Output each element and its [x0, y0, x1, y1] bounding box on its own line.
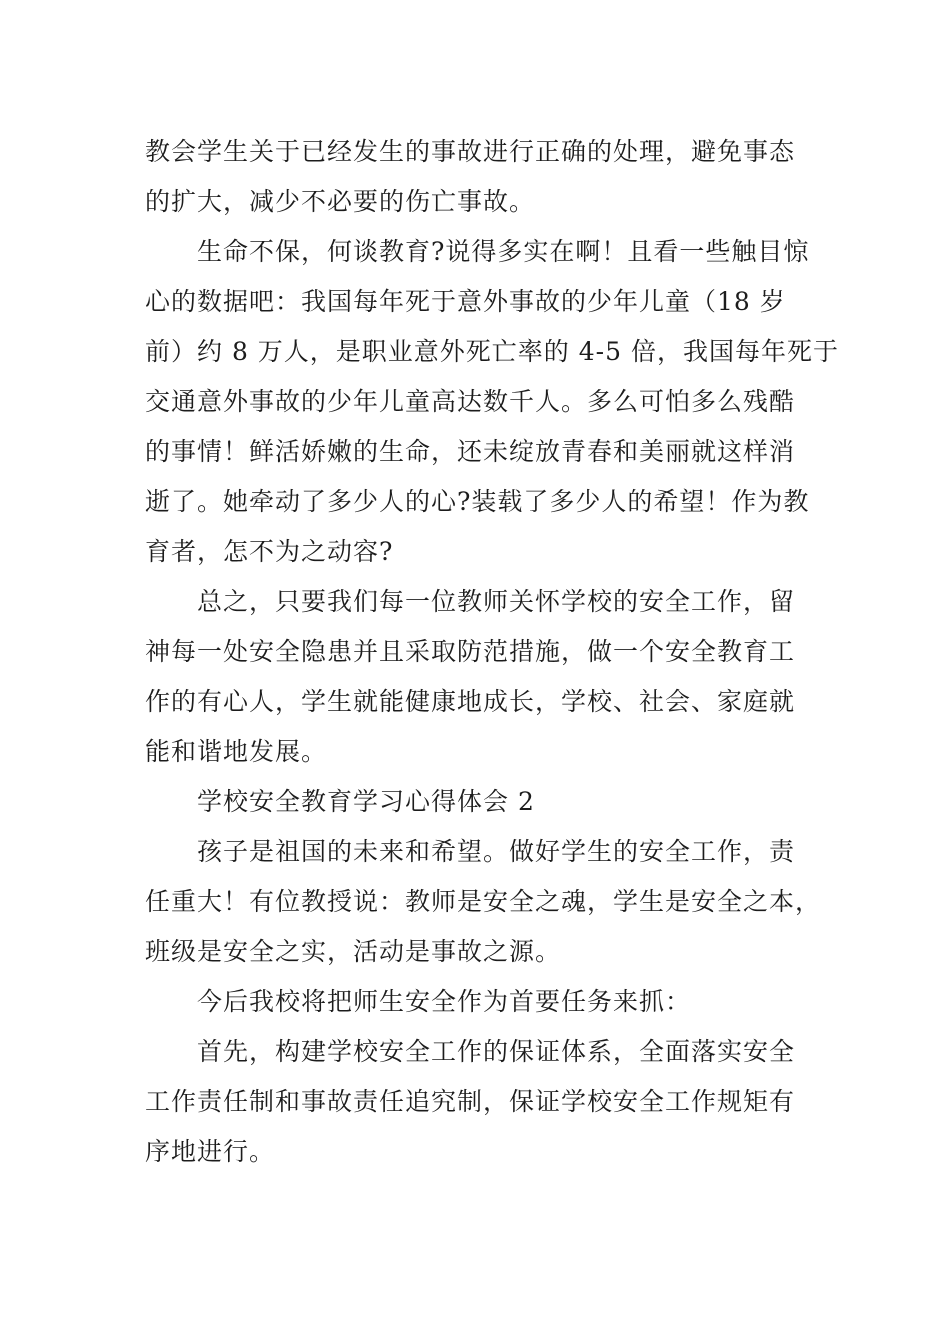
text-line-1: 教会学生关于已经发生的事故进行正确的处理，避免事态 — [145, 137, 796, 166]
text-line-16: 任重大！有位教授说：教师是安全之魂，学生是安全之本， — [145, 887, 822, 916]
text-line-11: 神每一处安全隐患并且采取防范措施，做一个安全教育工 — [145, 637, 796, 666]
text-line-9: 育者，怎不为之动容? — [145, 537, 394, 566]
text-line-15: 孩子是祖国的未来和希望。做好学生的安全工作，责 — [197, 837, 796, 866]
text-line-13: 能和谐地发展。 — [145, 737, 328, 766]
text-line-4: 心的数据吧：我国每年死于意外事故的少年儿童（18 岁 — [145, 287, 786, 316]
text-line-10: 总之，只要我们每一位教师关怀学校的安全工作，留 — [197, 587, 796, 616]
text-line-20: 工作责任制和事故责任追究制，保证学校安全工作规矩有 — [145, 1087, 796, 1116]
text-line-5: 前）约 8 万人，是职业意外死亡率的 4-5 倍，我国每年死于 — [145, 337, 839, 366]
text-line-12: 作的有心人，学生就能健康地成长，学校、社会、家庭就 — [145, 687, 796, 716]
body-text — [145, 127, 839, 1177]
text-line-8: 逝了。她牵动了多少人的心?装载了多少人的希望！作为教 — [145, 487, 810, 516]
text-line-3: 生命不保，何谈教育?说得多实在啊！且看一些触目惊 — [197, 237, 810, 266]
text-line-7: 的事情！鲜活娇嫩的生命，还未绽放青春和美丽就这样消 — [145, 437, 796, 466]
text-line-6: 交通意外事故的少年儿童高达数千人。多么可怕多么残酷 — [145, 387, 796, 416]
text-line-2: 的扩大，减少不必要的伤亡事故。 — [145, 187, 536, 216]
text-line-19: 首先，构建学校安全工作的保证体系，全面落实安全 — [197, 1037, 796, 1066]
text-line-17: 班级是安全之实，活动是事故之源。 — [145, 937, 562, 966]
text-line-18: 今后我校将把师生安全作为首要任务来抓： — [197, 987, 692, 1016]
text-line-21: 序地进行。 — [145, 1137, 276, 1166]
section-heading: 学校安全教育学习心得体会 2 — [197, 787, 535, 816]
